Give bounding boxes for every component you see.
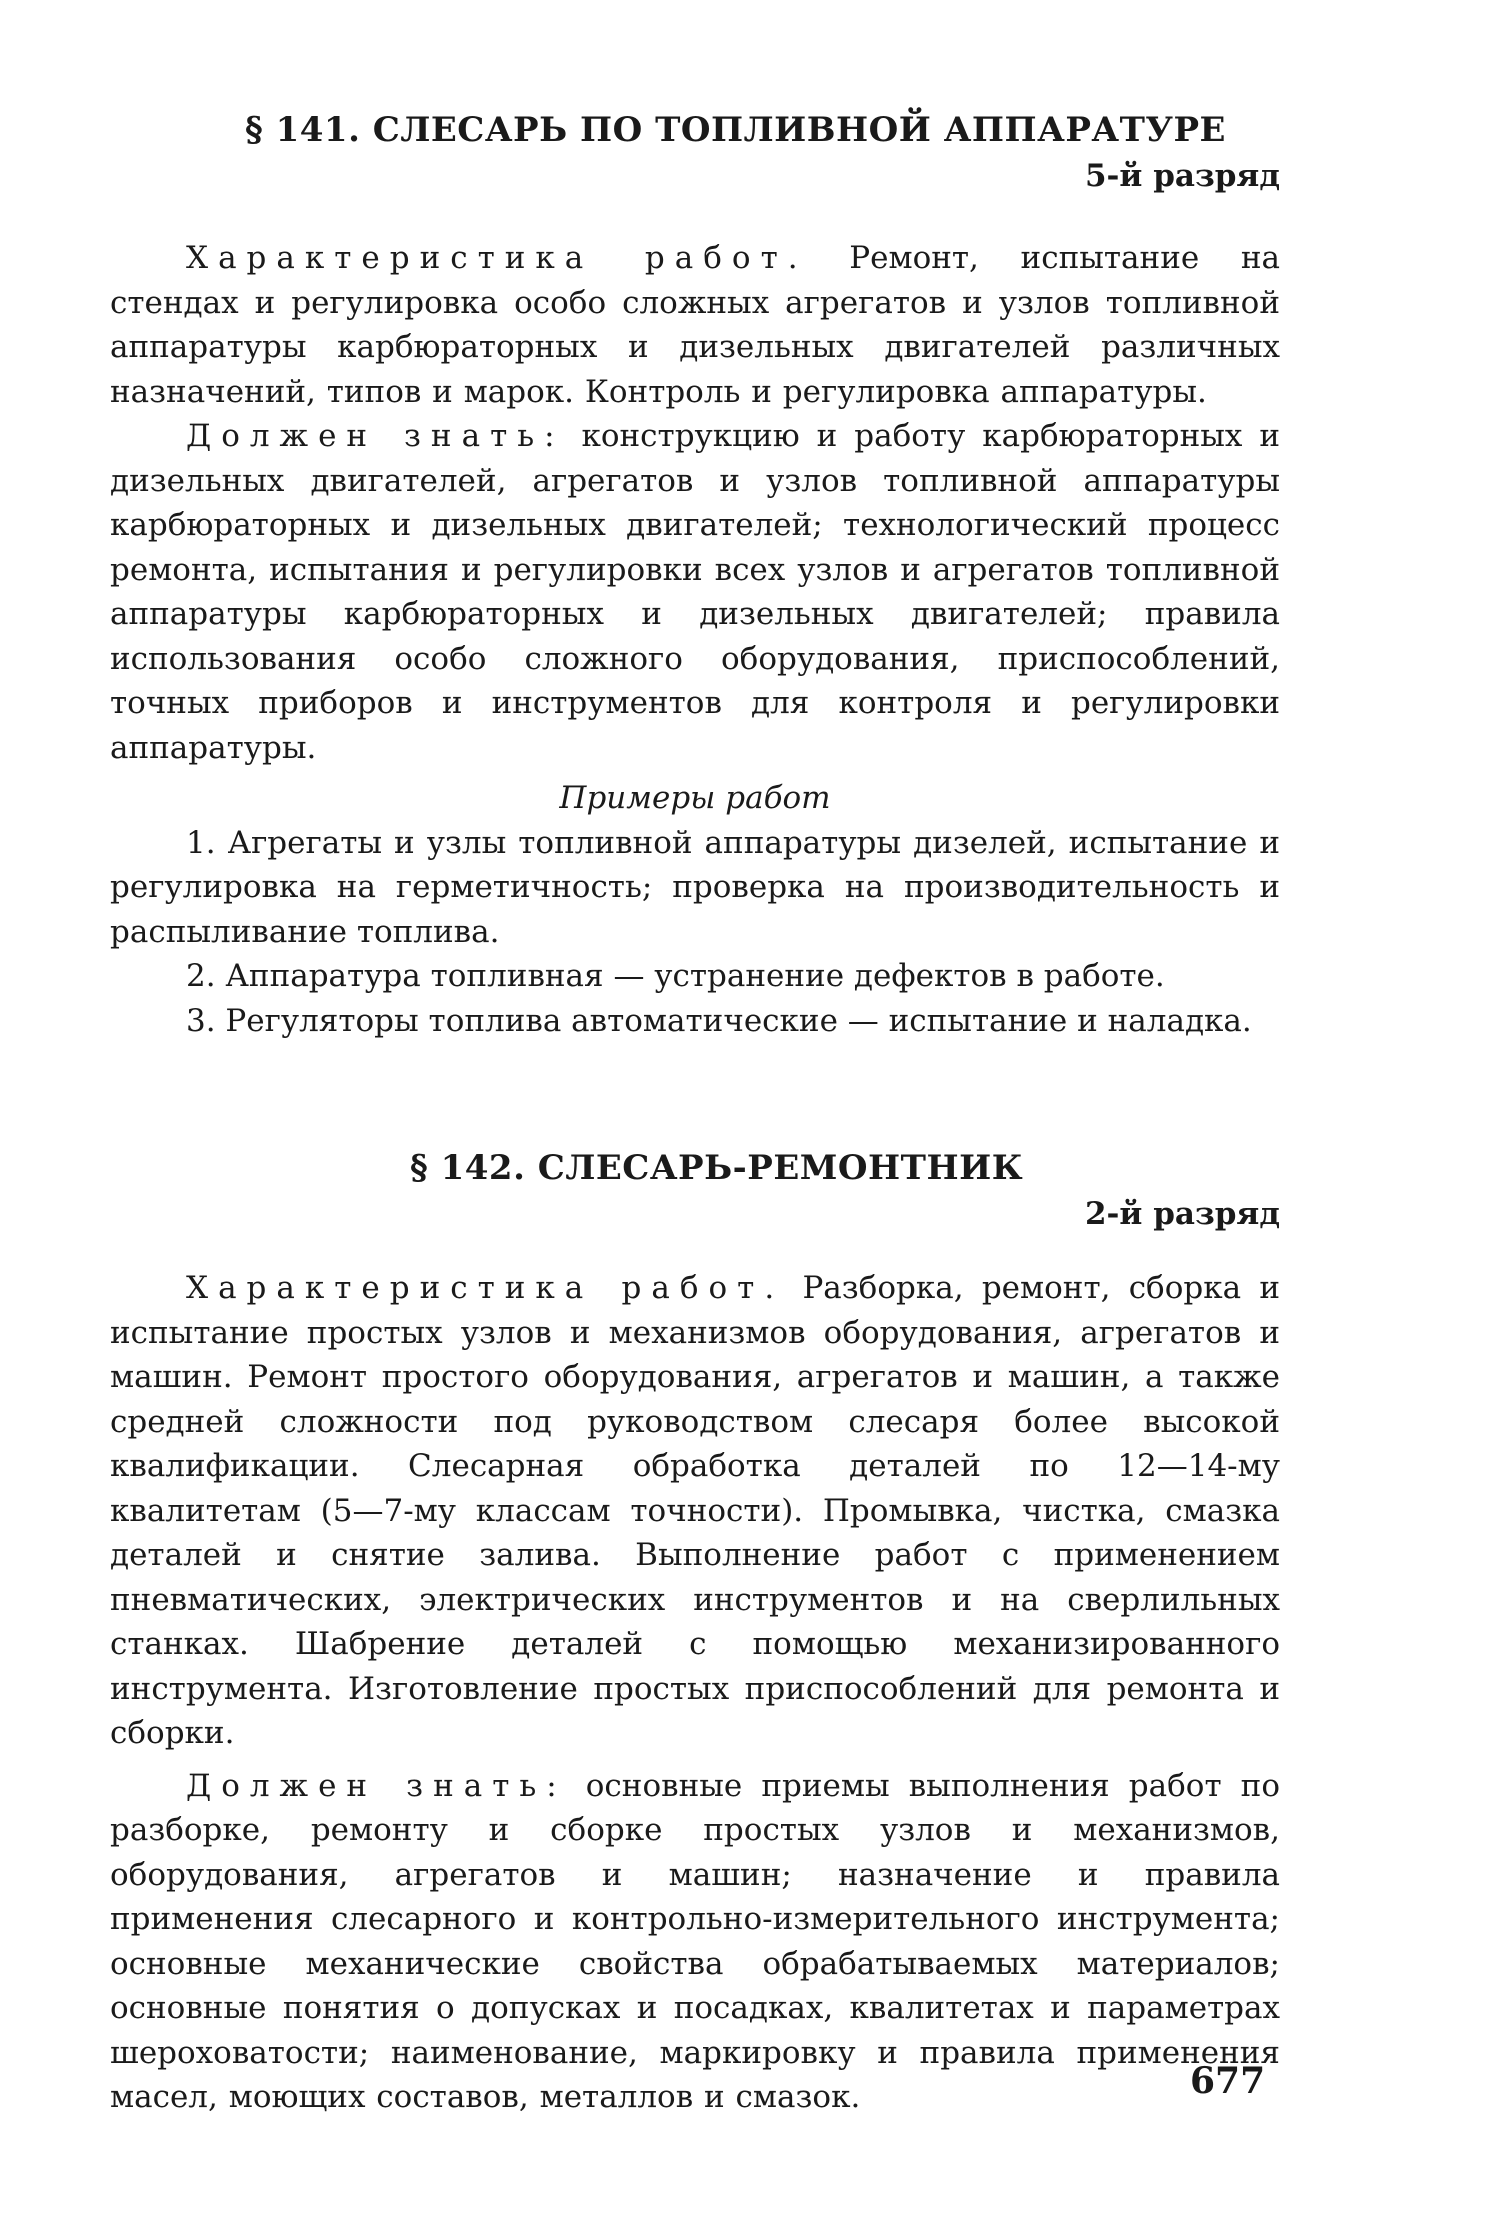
grade-label: 2-й разряд: [1084, 1196, 1280, 1232]
page-number: 677: [1190, 2060, 1266, 2102]
characteristic-label: Характеристика работ.: [186, 1270, 785, 1306]
characteristic-paragraph: [110, 236, 1280, 414]
section-title: § 142. СЛЕСАРЬ-РЕМОНТНИК: [410, 1148, 1024, 1188]
section-142: [110, 1148, 1280, 2120]
characteristic-label: Характеристика работ.: [186, 240, 808, 276]
section-title: § 141. СЛЕСАРЬ ПО ТОПЛИВНОЙ АППАРАТУРЕ: [245, 110, 1226, 150]
knowledge-text: основные приемы выполнения работ по разборке, ремонту и сборке простых узлов и механизмов, оборудования, агрегатов и машин; назначение и правила применения слесарного и контрольно-измерительного инструмента; основные механические свойства обрабатываемых материалов; основные понятия о допусках и посадках, квалитетах и параметрах шероховатости; наименование, маркировку и правила применения масел, моющих составов, металлов и смазок.: [110, 1767, 1280, 2115]
knowledge-label: Должен знать:: [186, 418, 565, 454]
section-141: [110, 110, 1280, 1043]
grade-label: 5-й разряд: [1084, 158, 1280, 194]
knowledge-paragraph: [110, 414, 1280, 770]
characteristic-text: Ремонт, испытание на стендах и регулировка особо сложных агрегатов и узлов топливной аппаратуры карбюраторных и дизельных двигателей различных назначений, типов и марок. Контроль и регулировка аппаратуры.: [110, 240, 1280, 410]
example-item: 3. Регуляторы топлива автоматические — испытание и наладка.: [186, 1002, 1252, 1039]
characteristic-paragraph: [110, 1266, 1280, 1756]
characteristic-text: Разборка, ремонт, сборка и испытание простых узлов и механизмов оборудования, агрегатов и машин. Ремонт простого оборудования, агрегатов и машин, а также средней сложности под руководством слесаря более высокой квалификации. Слесарная обработка деталей по 12—14-му квалитетам (5—7-му классам точности). Промывка, чистка, смазка деталей и снятие залива. Выполнение работ с применением пневматических, электрических инструментов и на сверлильных станках. Шабрение деталей с помощью механизированного инструмента. Изготовление простых приспособлений для ремонта и сборки.: [110, 1270, 1280, 1751]
knowledge-text: конструкцию и работу карбюраторных и дизельных двигателей, агрегатов и узлов топливной аппаратуры карбюраторных и дизельных двигателей; технологический процесс ремонта, испытания и регулировки всех узлов и агрегатов топливной аппаратуры карбюраторных и дизельных двигателей; правила использования особо сложного оборудования, приспособлений, точных приборов и инструментов для контроля и регулировки аппаратуры.: [110, 418, 1280, 766]
examples-heading: Примеры работ: [559, 780, 831, 816]
example-item: 1. Агрегаты и узлы топливной аппаратуры дизелей, испытание и регулировка на герметичность; проверка на производительность и распыливание топлива.: [110, 824, 1280, 950]
example-item: 2. Аппаратура топливная — устранение дефектов в работе.: [186, 958, 1165, 994]
knowledge-label: Должен знать:: [186, 1767, 567, 1804]
document-page: [110, 110, 1280, 2120]
knowledge-paragraph: [110, 1764, 1280, 2120]
